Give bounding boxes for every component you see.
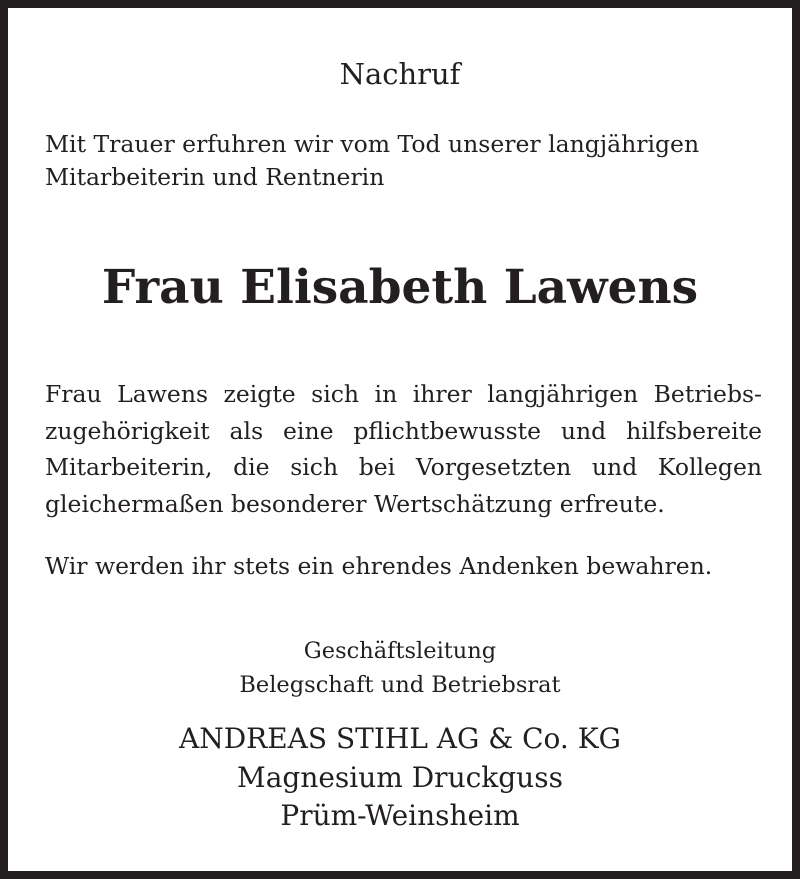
company-location: Prüm-Weinsheim <box>280 799 520 832</box>
company-block <box>8 720 792 836</box>
deceased-name: Frau Elisabeth Lawens <box>101 260 699 315</box>
tribute-line: Mitarbeiterin, die sich bei Vorgesetzten und Kollegen <box>45 453 762 481</box>
notice-heading: Nachruf <box>339 57 461 91</box>
signer-line: Belegschaft und Betriebsrat <box>239 672 561 698</box>
intro-paragraph <box>45 128 762 194</box>
tribute-paragraph <box>45 376 762 522</box>
signer-line: Geschäftsleitung <box>303 638 497 664</box>
intro-line: Mitarbeiterin und Rentnerin <box>45 163 385 191</box>
company-division: Magnesium Druckguss <box>237 760 563 794</box>
signers-block <box>8 634 792 702</box>
tribute-line: zugehörigkeit als eine pflichtbewusste und hilfsbereite <box>45 416 762 445</box>
tribute-line: gleichermaßen besonderer Wertschätzung erfreute. <box>45 489 665 518</box>
closing-sentence: Wir werden ihr stets ein ehrendes Andenken bewahren. <box>45 552 713 580</box>
tribute-line: Frau Lawens zeigte sich in ihrer langjährigen Betriebs- <box>45 380 762 408</box>
intro-line: Mit Trauer erfuhren wir vom Tod unserer langjährigen <box>45 130 700 158</box>
company-name: ANDREAS STIHL AG & Co. KG <box>178 722 621 755</box>
